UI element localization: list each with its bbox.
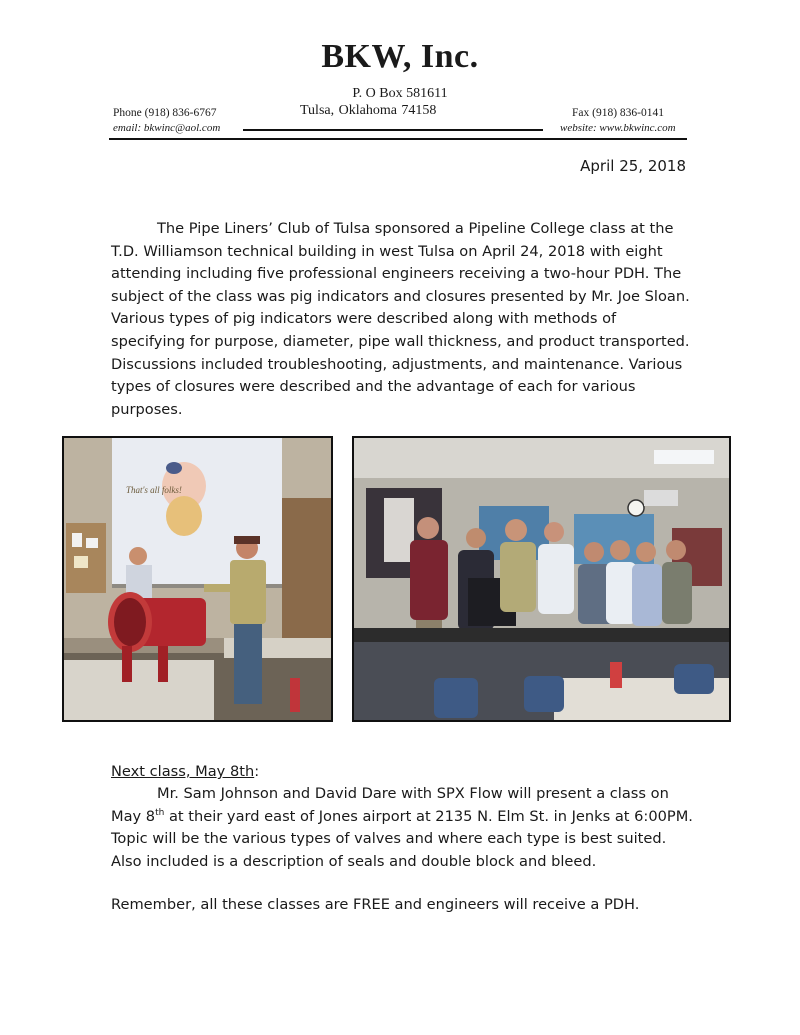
- header-divider-top: [243, 129, 543, 131]
- slide-caption: That's all folks!: [126, 485, 182, 495]
- website-address: website: www.bkwinc.com: [560, 122, 676, 134]
- po-box-address: P. O Box 581611: [352, 86, 448, 101]
- next-class-text-part2: at their yard east of Jones airport at 2135 N. Elm St. in Jenks at 6:00PM. Topic will be the various types of valves and where each type is best suited. Also included is a description of seals and double block and bleed.: [111, 807, 693, 870]
- company-name: BKW, Inc.: [321, 38, 479, 75]
- class-presentation-photo: [62, 436, 333, 722]
- next-class-heading-text: Next class, May 8th: [111, 763, 255, 780]
- city-address: Tulsa, Oklahoma 74158: [300, 103, 437, 118]
- group-attendees-photo: [352, 436, 731, 722]
- letter-date: April 25, 2018: [580, 157, 686, 175]
- next-class-paragraph: [111, 783, 693, 873]
- intro-text: The Pipe Liners’ Club of Tulsa sponsored a Pipeline College class at the T.D. Williamson technical building in west Tulsa on April 24, 2018 with eight attending including five professional engineers receiving a two-hour PDH. The subject of the class was pig indicators and closures presented by Mr. Joe Sloan. Various types of pig indicators were described along with methods of specifying for purpose, diameter, pipe wall thickness, and product transported. Discussions included troubleshooting, adjustments, and maintenance. Various types of closures were described and the advantage of each for various purposes.: [111, 220, 690, 418]
- next-class-heading: [111, 761, 259, 783]
- phone-number: Phone (918) 836-6767: [113, 107, 217, 119]
- fax-number: Fax (918) 836-0141: [572, 107, 664, 119]
- email-address: email: bkwinc@aol.com: [113, 122, 221, 134]
- next-class-ordinal-suffix: th: [155, 807, 165, 818]
- closing-note: Remember, all these classes are FREE and engineers will receive a PDH.: [111, 896, 640, 913]
- intro-paragraph: [111, 218, 693, 421]
- next-class-text-part1: Mr. Sam Johnson and David Dare with SPX Flow will present a class on May 8: [111, 785, 669, 825]
- header-divider-bottom: [109, 138, 687, 140]
- next-class-heading-colon: :: [254, 763, 260, 780]
